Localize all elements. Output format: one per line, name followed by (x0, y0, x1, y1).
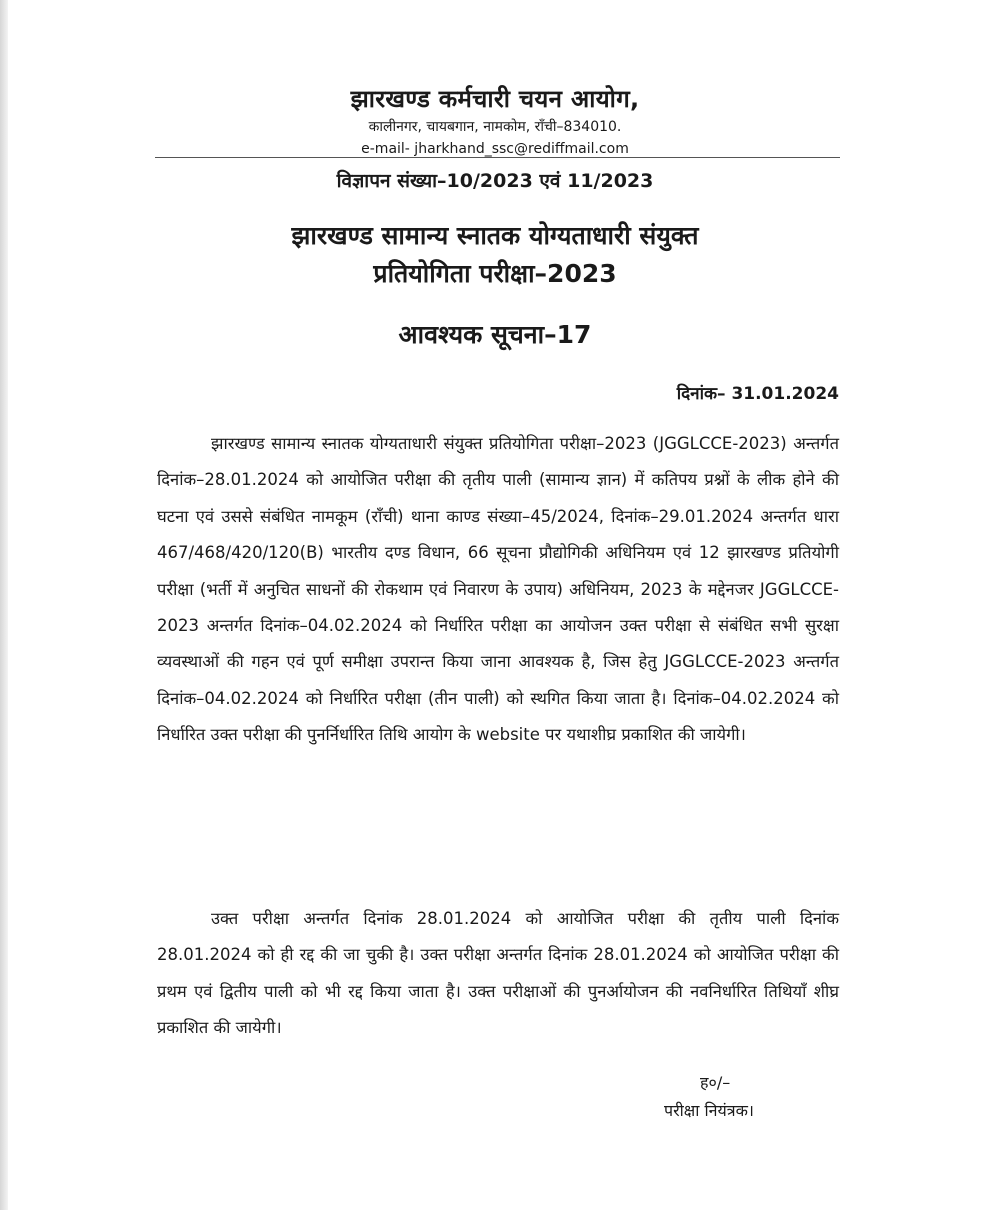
notice-title: आवश्यक सूचना–17 (398, 320, 592, 349)
header-divider (155, 157, 840, 158)
advertisement-number: विज्ञापन संख्या–10/2023 एवं 11/2023 (336, 170, 654, 192)
org-email: e-mail- jharkhand_ssc@rediffmail.com (361, 141, 629, 157)
org-name: झारखण्ड कर्मचारी चयन आयोग, (350, 85, 640, 113)
letterhead (150, 82, 840, 160)
body-paragraph-2: उक्त परीक्षा अन्तर्गत दिनांक 28.01.2024 को आयोजित परीक्षा की तृतीय पाली दिनांक 28.01.2024 को ही रद्द की जा चुकी है। उक्त परीक्षा अन्तर्गत दिनांक 28.01.2024 को आयोजित परीक्षा की प्रथम एवं द्वितीय पाली को भी रद्द किया जाता है। उक्त परीक्षाओं की पुनर्आयोजन की नवनिर्धारित तिथियाँ शीघ्र प्रकाशित की जायेगी। (157, 909, 839, 1038)
org-address: कालीनगर, चायबगान, नामकोम, राँची–834010. (368, 119, 622, 135)
exam-title-line-2: प्रतियोगिता परीक्षा–2023 (373, 259, 617, 288)
notice-date: दिनांक– 31.01.2024 (676, 384, 839, 404)
signature-mark: ह०/– (700, 1073, 731, 1092)
exam-title-line-1: झारखण्ड सामान्य स्नातक योग्यताधारी संयुक्त (291, 221, 699, 250)
signatory-title: परीक्षा नियंत्रक। (664, 1101, 754, 1120)
body-paragraph-1: झारखण्ड सामान्य स्नातक योग्यताधारी संयुक्त प्रतियोगिता परीक्षा–2023 (JGGLCCE-2023) अन्तर्गत दिनांक–28.01.2024 को आयोजित परीक्षा की तृतीय पाली (सामान्य ज्ञान) में कतिपय प्रश्नों के लीक होने की घटना एवं उससे संबंधित नामकूम (राँची) थाना काण्ड संख्या–45/2024, दिनांक–29.01.2024 अन्तर्गत धारा 467/468/420/120(B) भारतीय दण्ड विधान, 66 सूचना प्रौद्योगिकी अधिनियम एवं 12 झारखण्ड प्रतियोगी परीक्षा (भर्ती में अनुचित साधनों की रोकथाम एवं निवारण के उपाय) अधिनियम, 2023 के मद्देनजर JGGLCCE-2023 अन्तर्गत दिनांक–04.02.2024 को निर्धारित परीक्षा का आयोजन उक्त परीक्षा से संबंधित सभी सुरक्षा व्यवस्थाओं की गहन एवं पूर्ण समीक्षा उपरान्त किया जाना आवश्यक है, जिस हेतु JGGLCCE-2023 अन्तर्गत दिनांक–04.02.2024 को निर्धारित परीक्षा (तीन पाली) को स्थगित किया जाता है। दिनांक–04.02.2024 को निर्धारित उक्त परीक्षा की पुनर्निर्धारित तिथि आयोग के website पर यथाशीघ्र प्रकाशित की जायेगी। (157, 434, 839, 745)
exam-title (150, 217, 840, 293)
